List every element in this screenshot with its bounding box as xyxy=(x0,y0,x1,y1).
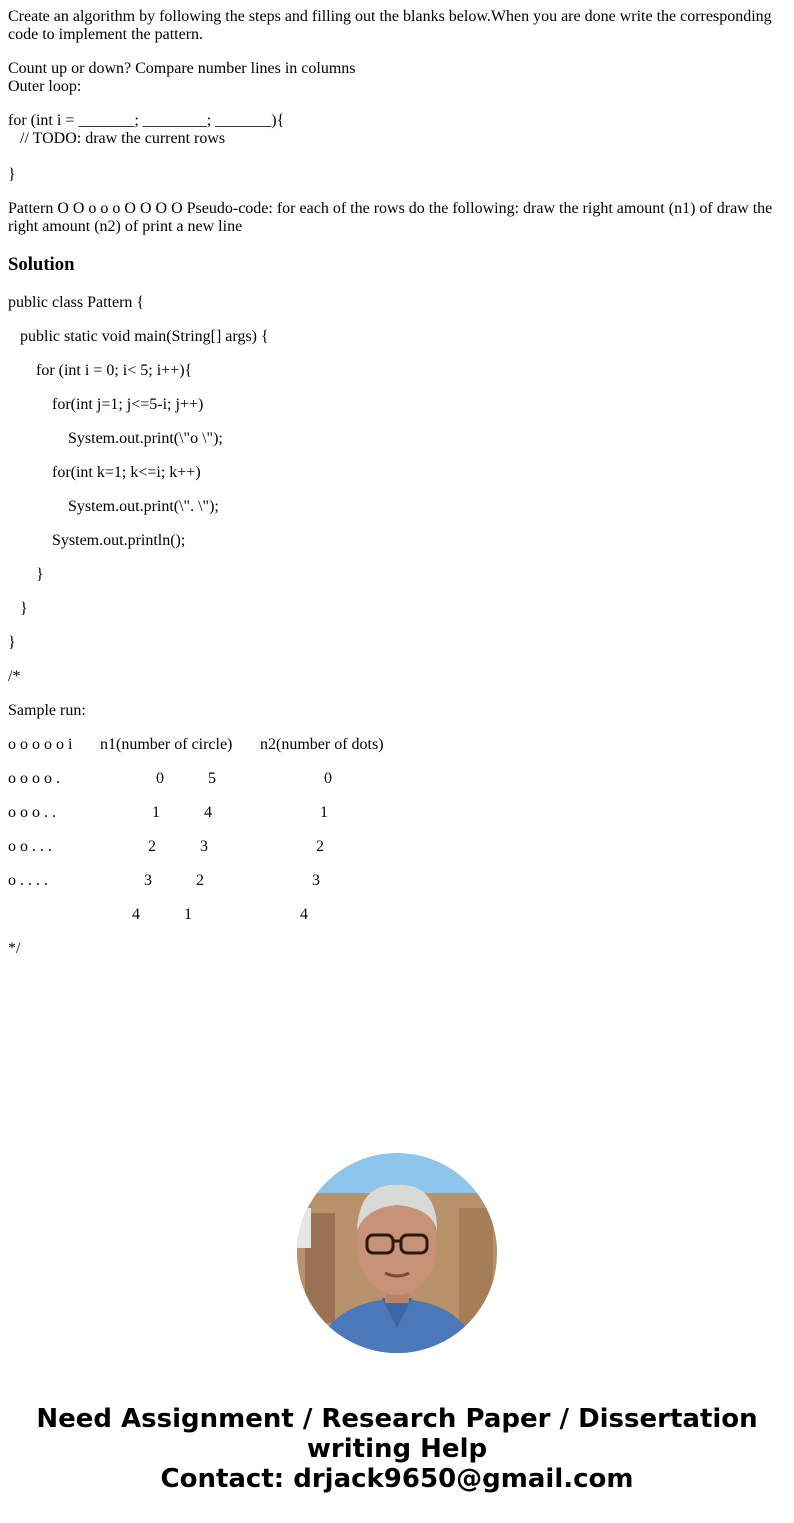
switch-plate xyxy=(297,1208,311,1248)
outer-loop-label: Outer loop: xyxy=(8,78,82,95)
code-line: } xyxy=(8,600,28,617)
table-row-n1: 1 xyxy=(184,906,192,923)
code-line: for (int i = 0; i< 5; i++){ xyxy=(8,362,193,379)
table-row-n2: 2 xyxy=(316,838,324,855)
table-row-n1: 4 xyxy=(204,804,212,821)
footer-banner xyxy=(0,1404,794,1494)
blank-line xyxy=(8,148,786,166)
code-line: System.out.print(\". \"); xyxy=(8,498,219,515)
table-row-n1: 2 xyxy=(196,872,204,889)
pattern-description: Pattern O O o o o O O O O Pseudo-code: for each of the rows do the following: draw the right amount (n1) of draw the right amount (n2) of print a new line xyxy=(8,200,773,235)
table-row-pattern: o o o o . xyxy=(8,770,60,787)
count-prompt-block xyxy=(8,60,786,96)
code-line: for(int j=1; j<=5-i; j++) xyxy=(8,396,204,413)
code-line: } xyxy=(8,566,44,583)
solution-heading: Solution xyxy=(8,254,75,275)
table-row-n1: 3 xyxy=(200,838,208,855)
table-row-pattern: o o o . . xyxy=(8,804,56,821)
table-row-i: 2 xyxy=(148,838,156,855)
table-row-n1: 5 xyxy=(208,770,216,787)
table-row-n2: 3 xyxy=(312,872,320,889)
table-row-n2: 0 xyxy=(324,770,332,787)
code-line: } xyxy=(8,634,16,651)
code-line: System.out.print(\"o \"); xyxy=(8,430,223,447)
wall-carving-right xyxy=(459,1208,493,1328)
comment-end: */ xyxy=(8,940,21,957)
table-header-pattern: o o o o o i xyxy=(8,736,73,753)
code-line: /* xyxy=(8,668,21,685)
question-block xyxy=(8,8,786,252)
todo-line: // TODO: draw the current rows xyxy=(8,130,226,147)
loop-template-block xyxy=(8,112,786,184)
code-line: System.out.println(); xyxy=(8,532,186,549)
author-avatar xyxy=(297,1153,497,1353)
question-intro: Create an algorithm by following the steps and filling out the blanks below.When you are done write the corresponding code to implement the pattern. xyxy=(8,8,772,43)
table-header-n2: n2(number of dots) xyxy=(260,736,384,753)
footer-line-2: writing Help xyxy=(306,1434,488,1464)
for-line: for (int i = _______; ________; _______){ xyxy=(8,112,285,129)
code-line: Sample run: xyxy=(8,702,86,719)
count-prompt: Count up or down? Compare number lines in columns xyxy=(8,60,356,77)
table-row-n2: 4 xyxy=(300,906,308,923)
author-portrait xyxy=(297,1153,497,1353)
code-line: public static void main(String[] args) { xyxy=(8,328,269,345)
code-line: for(int k=1; k<=i; k++) xyxy=(8,464,201,481)
footer-line-1: Need Assignment / Research Paper / Dissertation xyxy=(36,1404,758,1434)
table-row-i: 3 xyxy=(144,872,152,889)
table-header-n1: n1(number of circle) xyxy=(100,736,233,753)
table-row-pattern: o o . . . xyxy=(8,838,52,855)
table-row-i: 0 xyxy=(156,770,164,787)
footer-contact: Contact: drjack9650@gmail.com xyxy=(160,1464,634,1494)
table-row-i: 1 xyxy=(152,804,160,821)
table-row-i: 4 xyxy=(132,906,140,923)
code-line: public class Pattern { xyxy=(8,294,145,311)
close-brace: } xyxy=(8,166,16,183)
table-row-n2: 1 xyxy=(320,804,328,821)
table-row-pattern: o . . . . xyxy=(8,872,48,889)
